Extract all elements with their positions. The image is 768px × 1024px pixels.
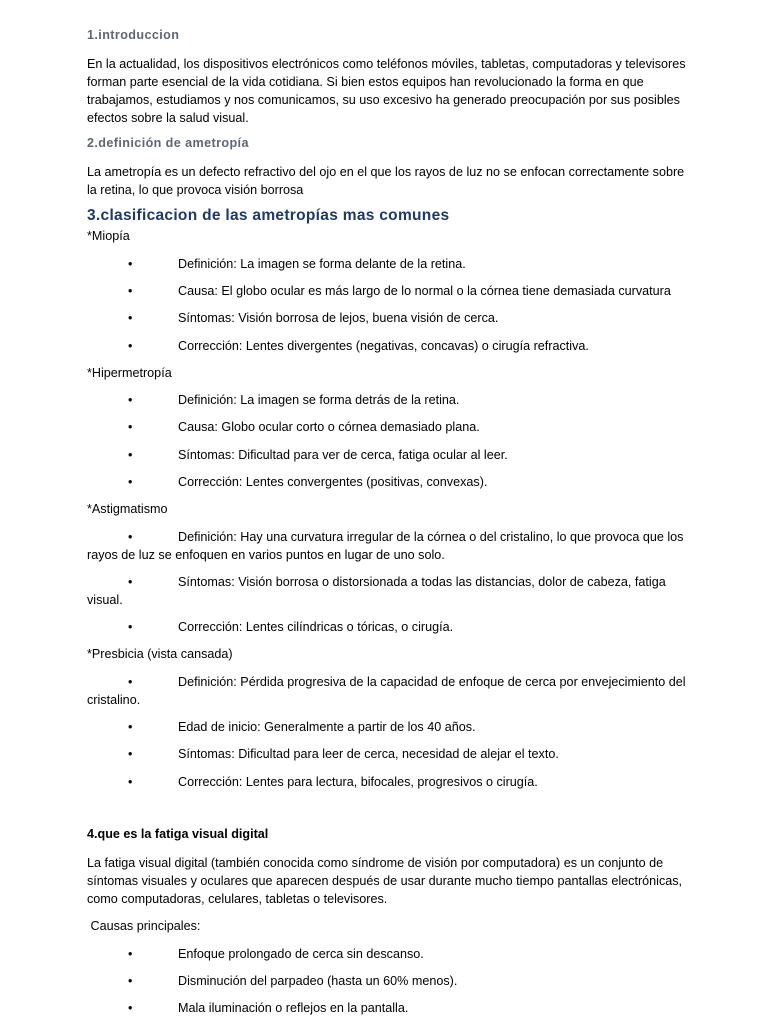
- bullet-icon: •: [128, 947, 133, 961]
- bullet-icon: •: [128, 675, 133, 689]
- list-item-text: Disminución del parpadeo (hasta un 60% menos).: [178, 974, 458, 988]
- list-item: [87, 473, 687, 491]
- bullet-icon: •: [128, 775, 133, 789]
- list-item: [87, 446, 687, 464]
- list-item-text: Síntomas: Visión borrosa o distorsionada a todas las distancias, dolor de cabeza, fatiga visual.: [87, 575, 666, 607]
- myopia-title: *Miopía: [87, 229, 130, 243]
- bullet-icon: •: [128, 530, 133, 544]
- list-item-text: Corrección: Lentes cilíndricas o tóricas, o cirugía.: [178, 620, 454, 634]
- list-item-text: Definición: La imagen se forma detrás de la retina.: [178, 393, 460, 407]
- bullet-icon: •: [128, 475, 133, 489]
- heading-definition: 2.definición de ametropía: [87, 136, 249, 150]
- list-item-text: Definición: Hay una curvatura irregular de la córnea o del cristalino, lo que provoca que los rayos de luz se enfoquen en varios puntos en lugar de uno solo.: [87, 530, 684, 562]
- list-item: [87, 999, 687, 1017]
- list-item-text: Mala iluminación o reflejos en la pantalla.: [178, 1001, 409, 1015]
- list-item: [87, 745, 687, 763]
- list-item: [87, 282, 687, 300]
- heading-digital-eye-strain: 4.que es la fatiga visual digital: [87, 827, 269, 841]
- list-item: [87, 255, 687, 273]
- list-item-text: Corrección: Lentes divergentes (negativas, concavas) o cirugía refractiva.: [178, 339, 589, 353]
- astigmatism-title: *Astigmatismo: [87, 502, 168, 516]
- heading-introduction: 1.introduccion: [87, 28, 180, 42]
- list-item-text: Síntomas: Dificultad para leer de cerca, necesidad de alejar el texto.: [178, 747, 559, 761]
- bullet-icon: •: [128, 575, 133, 589]
- fatigue-paragraph: La fatiga visual digital (también conocida como síndrome de visión por computadora) es un conjunto de síntomas visuales y oculares que aparecen después de usar durante mucho tiempo pantallas electrónicas, como computadoras, celulares, tabletas o televisores.: [87, 856, 683, 906]
- list-item-text: Edad de inicio: Generalmente a partir de los 40 años.: [178, 720, 476, 734]
- list-item: [87, 945, 687, 963]
- list-item: [87, 972, 687, 990]
- bullet-icon: •: [128, 339, 133, 353]
- bullet-icon: •: [128, 311, 133, 325]
- list-item: [87, 573, 687, 609]
- list-item: [87, 337, 687, 355]
- bullet-icon: •: [128, 420, 133, 434]
- list-item-text: Causa: El globo ocular es más largo de lo normal o la córnea tiene demasiada curvatura: [178, 284, 671, 298]
- bullet-icon: •: [128, 747, 133, 761]
- hyperopia-title: *Hipermetropía: [87, 366, 172, 380]
- list-item-text: Síntomas: Visión borrosa de lejos, buena visión de cerca.: [178, 311, 499, 325]
- presbyopia-title: *Presbicia (vista cansada): [87, 647, 233, 661]
- list-item: [87, 673, 687, 709]
- list-item: [87, 391, 687, 409]
- list-item-text: Corrección: Lentes convergentes (positivas, convexas).: [178, 475, 488, 489]
- causes-title: Causas principales:: [87, 919, 201, 933]
- bullet-icon: •: [128, 448, 133, 462]
- list-item-text: Causa: Globo ocular corto o córnea demasiado plana.: [178, 420, 480, 434]
- list-item-text: Definición: Pérdida progresiva de la capacidad de enfoque de cerca por envejecimiento del cristalino.: [87, 675, 686, 707]
- list-item: [87, 773, 687, 791]
- bullet-icon: •: [128, 1001, 133, 1015]
- bullet-icon: •: [128, 620, 133, 634]
- list-item-text: Síntomas: Dificultad para ver de cerca, fatiga ocular al leer.: [178, 448, 508, 462]
- list-item-text: Definición: La imagen se forma delante de la retina.: [178, 257, 466, 271]
- bullet-icon: •: [128, 393, 133, 407]
- intro-paragraph: En la actualidad, los dispositivos electrónicos como teléfonos móviles, tabletas, computadoras y televisores forman parte esencial de la vida cotidiana. Si bien estos equipos han revolucionado la forma en que trabajamos, estudiamos y nos comunicamos, su uso excesivo ha generado preocupación por sus posibles efectos sobre la salud visual.: [87, 57, 686, 125]
- list-item: [87, 309, 687, 327]
- bullet-icon: •: [128, 720, 133, 734]
- definition-paragraph: La ametropía es un defecto refractivo del ojo en el que los rayos de luz no se enfocan correctamente sobre la retina, lo que provoca visión borrosa: [87, 165, 685, 197]
- bullet-icon: •: [128, 257, 133, 271]
- list-item: [87, 528, 687, 564]
- bullet-icon: •: [128, 284, 133, 298]
- heading-classification: 3.clasificacion de las ametropías mas comunes: [87, 207, 450, 224]
- list-item: [87, 618, 687, 636]
- list-item: [87, 418, 687, 436]
- list-item-text: Corrección: Lentes para lectura, bifocales, progresivos o cirugía.: [178, 775, 538, 789]
- bullet-icon: •: [128, 974, 133, 988]
- list-item-text: Enfoque prolongado de cerca sin descanso.: [178, 947, 424, 961]
- list-item: [87, 718, 687, 736]
